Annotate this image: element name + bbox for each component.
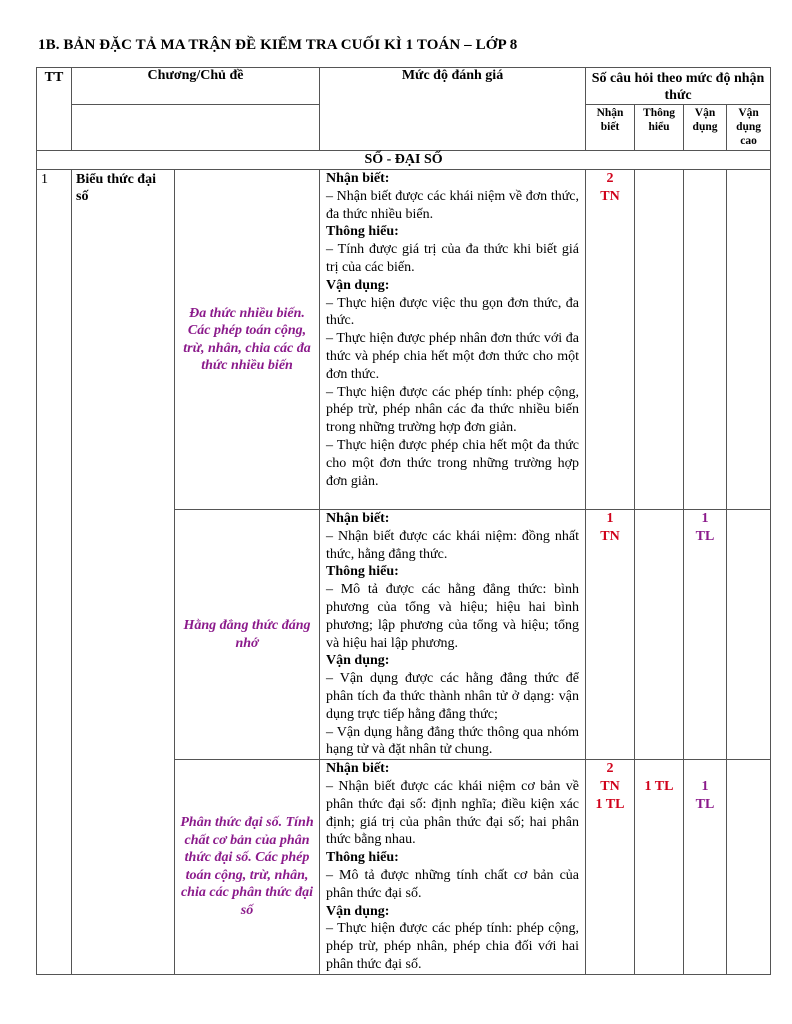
description-line: – Nhận biết được các khái niệm về đơn thức, đa thức nhiều biến.: [326, 188, 580, 222]
count-thong-hieu: [635, 510, 684, 760]
level-heading: Thông hiểu:: [326, 564, 399, 580]
header-nhan-biet: Nhận biết: [586, 105, 635, 151]
count-value: 1: [606, 511, 614, 526]
description-line: – Thực hiện được phép nhân đơn thức với đa thức và phép chia hết một đơn thức cho một đơn thức.: [326, 331, 580, 382]
topic-description: [320, 510, 586, 760]
description-line: – Thực hiện được việc thu gọn đơn thức, đa thức.: [326, 295, 580, 329]
header-van-dung: Vận dụng: [684, 105, 727, 151]
level-heading: Vận dụng:: [326, 903, 390, 919]
header-van-dung-cao: Vận dụng cao: [727, 105, 771, 151]
header-tt: TT: [37, 68, 72, 151]
header-thong-hieu: Thông hiểu: [635, 105, 684, 151]
level-heading: Vận dụng:: [326, 277, 390, 293]
description-line: – Vận dụng được các hằng đẳng thức để phân tích đa thức thành nhân tử ở dạng: vận dụng trực tiếp hằng đẳng thức;: [326, 671, 580, 722]
count-van-dung-cao: [727, 760, 771, 975]
count-van-dung: [684, 170, 727, 510]
description-line: – Thực hiện được các phép tính: phép cộng, phép trừ, phép nhân, phép chia đối với hai phân thức đại số.: [326, 921, 580, 972]
header-chapter: Chương/Chủ đề: [72, 68, 320, 105]
count-value: 2: [606, 171, 614, 186]
chapter-name: Biểu thức đại số: [72, 170, 175, 975]
count-type: TN: [600, 778, 620, 794]
document-title: 1B. BẢN ĐẶC TẢ MA TRẬN ĐỀ KIỂM TRA CUỐI KÌ 1 TOÁN – LỚP 8: [38, 37, 518, 53]
count-type: TN: [600, 528, 620, 544]
count-value: 1: [701, 511, 709, 526]
level-heading: Nhận biết:: [326, 761, 390, 777]
count-type: TL: [695, 528, 715, 544]
count-nhan-biet: [586, 170, 635, 510]
count-type: TL: [695, 796, 715, 812]
level-heading: Nhận biết:: [326, 171, 390, 186]
topic-name: Hằng đẳng thức đáng nhớ: [175, 510, 320, 760]
count-value: 1: [701, 778, 709, 794]
count-value: 2: [606, 761, 614, 777]
header-level: Mức độ đánh giá: [320, 68, 586, 151]
level-heading: Thông hiểu:: [326, 224, 399, 240]
description-line: – Thực hiện được phép chia hết một đa thức cho một đơn thức trong những trường hợp đơn giản.: [326, 437, 580, 489]
count-thong-hieu: [635, 170, 684, 510]
count-van-dung: [684, 760, 727, 975]
description-line: – Vận dụng hằng đẳng thức thông qua nhóm hạng tử và đặt nhân tử chung.: [326, 724, 580, 758]
row-number: 1: [37, 170, 72, 975]
level-heading: Thông hiểu:: [326, 850, 399, 866]
section-title: SỐ - ĐẠI SỐ: [37, 151, 771, 170]
count-extra: 1 TL: [595, 796, 625, 812]
description-line: – Thực hiện được các phép tính: phép cộng, phép trừ, phép nhân các đa thức nhiều biến trong những trường hợp đơn giản.: [326, 384, 580, 436]
description-line: – Tính được giá trị của đa thức khi biết giá trị của các biến.: [326, 242, 580, 275]
assessment-matrix-table: [36, 67, 771, 975]
description-line: – Nhận biết được các khái niệm: đồng nhất thức, hằng đẳng thức.: [326, 528, 580, 562]
topic-name: Phân thức đại số. Tính chất cơ bản của phân thức đại số. Các phép toán cộng, trừ, nhân, chia các phân thức đại số: [175, 760, 320, 975]
count-value: 1 TL: [644, 778, 674, 794]
description-line: – Mô tả được các hằng đẳng thức: bình phương của tổng và hiệu; hiệu hai bình phương; lập phương của tổng và hiệu; tổng và hiệu hai lập phương.: [326, 582, 580, 651]
topic-description: [320, 760, 586, 975]
header-count-group: Số câu hỏi theo mức độ nhận thức: [586, 68, 771, 105]
level-heading: Nhận biết:: [326, 511, 390, 526]
count-van-dung-cao: [727, 510, 771, 760]
count-type: TN: [600, 188, 620, 204]
topic-name: Đa thức nhiều biến. Các phép toán cộng, trừ, nhân, chia các đa thức nhiều biến: [175, 170, 320, 510]
description-line: – Mô tả được những tính chất cơ bản của phân thức đại số.: [326, 867, 580, 901]
count-nhan-biet: [586, 510, 635, 760]
count-thong-hieu: [635, 760, 684, 975]
count-van-dung: [684, 510, 727, 760]
level-heading: Vận dụng:: [326, 653, 390, 669]
count-van-dung-cao: [727, 170, 771, 510]
count-nhan-biet: [586, 760, 635, 975]
topic-description: [320, 170, 586, 510]
description-line: – Nhận biết được các khái niệm cơ bản về phân thức đại số: định nghĩa; điều kiện xác định; giá trị của phân thức đại số; hai phân thức bằng nhau.: [326, 778, 580, 848]
header-chapter-spacer: [72, 105, 320, 151]
